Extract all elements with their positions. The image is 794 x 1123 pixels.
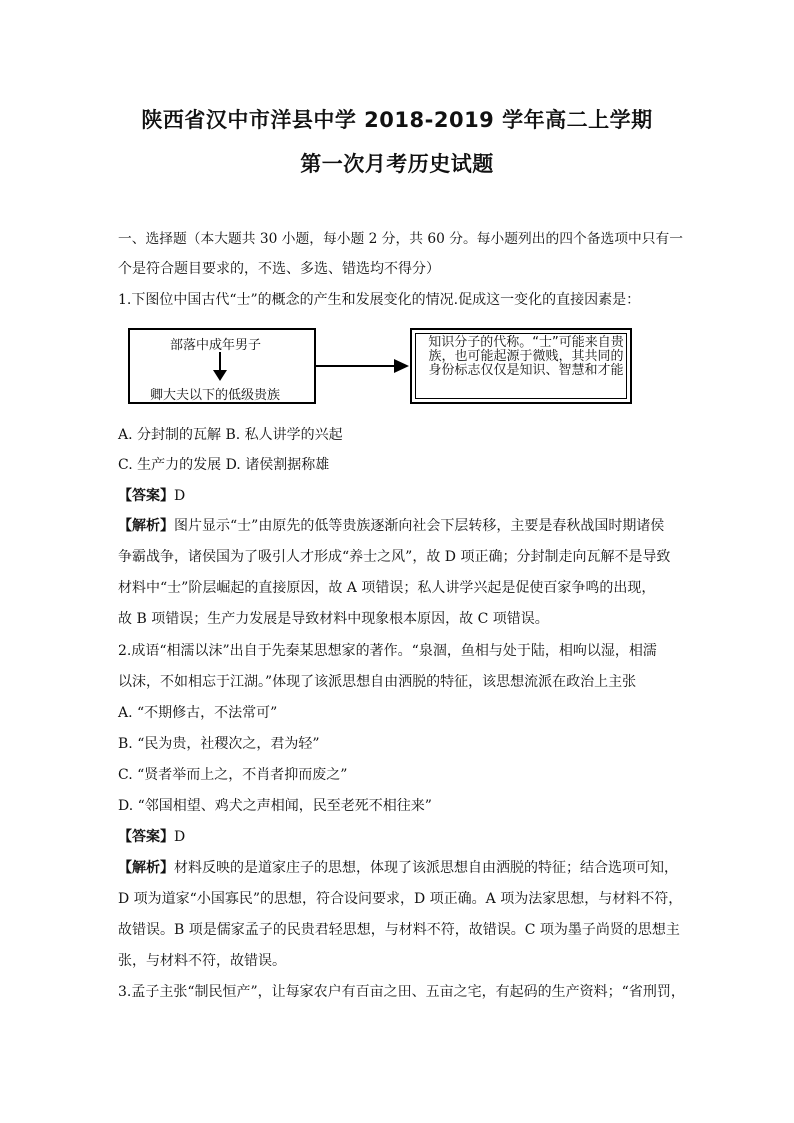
q2-stem-line1: 2.成语“相濡以沫”出自于先秦某思想家的著作。“泉涸，鱼相与处于陆，相呴以湿，相濡 xyxy=(118,643,657,659)
q1-analysis-line2: 争霸战争，诸侯国为了吸引人才形成“养士之风”，故 D 项正确；分封制走向瓦解不是导致 xyxy=(118,549,671,565)
q1-answer-label: 【答案】 xyxy=(118,488,174,504)
q1-answer-value: D xyxy=(174,488,186,504)
q1-stem: 1.下图位中国古代“士”的概念的产生和发展变化的情况.促成这一变化的直接因素是： xyxy=(118,292,641,308)
q2-answer-value: D xyxy=(174,829,186,845)
q2-analysis-line4: 张，与材料不符，故错误。 xyxy=(118,953,286,969)
diagram-right-text: 知识分子的代称。“士”可能来自贵族，也可能起源于微贱，其共同的身份标志仅仅是知识、智慧和才能 xyxy=(428,335,624,378)
q2-analysis-line1 xyxy=(118,858,688,878)
diagram-left-box xyxy=(128,328,316,404)
q2-analysis-line3: 故错误。B 项是儒家孟子的民贵君轻思想，与材料不符，故错误。C 项为墨子尚贤的思想主 xyxy=(118,922,680,938)
q2-answer xyxy=(118,827,688,847)
diagram-left-bottom-text: 卿大夫以下的低级贵族 xyxy=(150,388,281,403)
q1-analysis-line1 xyxy=(118,516,688,536)
q2-analysis-label: 【解析】 xyxy=(118,860,174,876)
q2-option-c: C. “贤者举而上之，不肖者抑而废之” xyxy=(118,767,348,783)
section-instructions-line1: 一、选择题（本大题共 30 小题，每小题 2 分，共 60 分。每小题列出的四个备选项中只有一 xyxy=(118,231,683,247)
right-arrow-icon xyxy=(316,356,410,376)
document-title-line1: 陕西省汉中市洋县中学 2018-2019 学年高二上学期 xyxy=(141,108,653,132)
section-instructions-line2: 个是符合题目要求的，不选、多选、错选均不得分） xyxy=(118,261,440,277)
q1-analysis-label: 【解析】 xyxy=(118,518,174,534)
q2-option-a: A. “不期修古，不法常可” xyxy=(118,705,278,721)
down-arrow-icon xyxy=(210,352,230,382)
document-title-line2: 第一次月考历史试题 xyxy=(300,152,494,176)
q3-stem-line1: 3.孟子主张“制民恒产”，让每家农户有百亩之田、五亩之宅，有起码的生产资料；“省刑罚， xyxy=(118,984,685,1000)
diagram-right-box xyxy=(410,328,632,404)
q2-analysis-text1: 材料反映的是道家庄子的思想，体现了该派思想自由洒脱的特征；结合选项可知， xyxy=(174,860,678,876)
q2-stem-line2: 以沫，不如相忘于江湖。”体现了该派思想自由洒脱的特征，该思想流派在政治上主张 xyxy=(118,674,637,690)
q2-option-d: D. “邻国相望、鸡犬之声相闻，民至老死不相往来” xyxy=(118,798,432,814)
q1-diagram xyxy=(128,328,668,408)
diagram-left-top-text: 部落中成年男子 xyxy=(170,338,262,353)
q2-option-b: B. “民为贵，社稷次之，君为轻” xyxy=(118,736,320,752)
q1-answer xyxy=(118,486,688,506)
q1-analysis-text1: 图片显示“士”由原先的低等贵族逐渐向社会下层转移，主要是春秋战国时期诸侯 xyxy=(174,518,665,534)
q1-analysis-line4: 故 B 项错误；生产力发展是导致材料中现象根本原因，故 C 项错误。 xyxy=(118,611,549,627)
q2-answer-label: 【答案】 xyxy=(118,829,174,845)
q1-options-line2: C. 生产力的发展 D. 诸侯割据称雄 xyxy=(118,457,330,473)
q2-analysis-line2: D 项为道家“小国寡民”的思想，符合设问要求，D 项正确。A 项为法家思想，与材料不符， xyxy=(118,891,683,907)
q1-options-line1: A. 分封制的瓦解 B. 私人讲学的兴起 xyxy=(118,427,343,443)
q1-analysis-line3: 材料中“士”阶层崛起的直接原因，故 A 项错误；私人讲学兴起是促使百家争鸣的出现， xyxy=(118,580,656,596)
